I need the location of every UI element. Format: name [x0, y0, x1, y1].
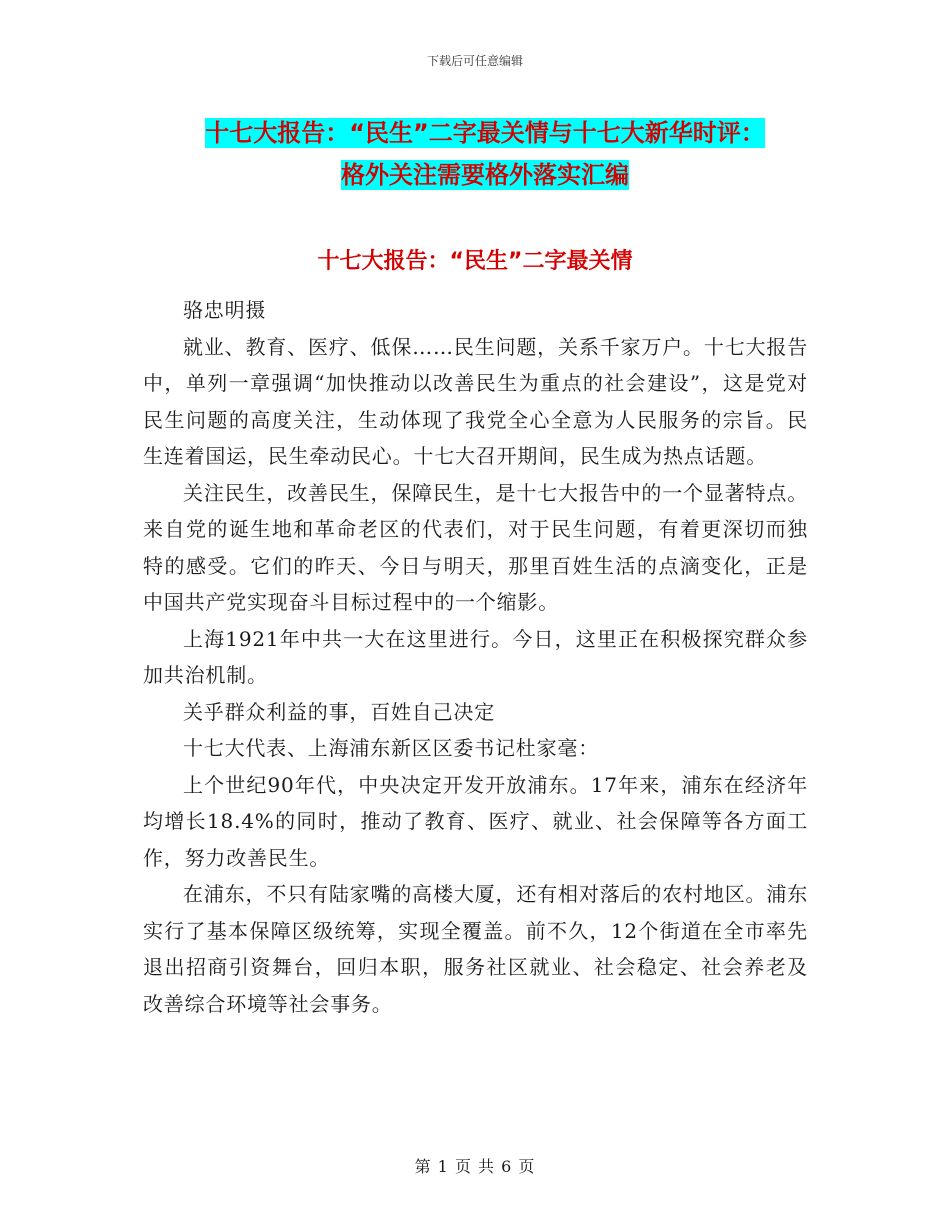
document-title-line-1: 十七大报告：“民生”二字最关情与十七大新华时评： [205, 119, 765, 147]
paragraph-speaker: 十七大代表、上海浦东新区区委书记杜家毫： [183, 736, 599, 760]
paragraph: 在浦东，不只有陆家嘴的高楼大厦，还有相对落后的农村地区。浦东实行了基本保障区级统筹，实现全覆盖。前不久，12个街道在全市率先退出招商引资舞台，回归本职，服务社区就业、社会稳定、社会养老及改善综合环境等社会事务。 [143, 882, 808, 1016]
paragraph: 关注民生，改善民生，保障民生，是十七大报告中的一个显著特点。来自党的诞生地和革命老区的代表们，对于民生问题，有着更深切而独特的感受。它们的昨天、今日与明天，那里百姓生活的点滴变化，正是中国共产党实现奋斗目标过程中的一个缩影。 [143, 480, 808, 614]
page-footer: 第 1 页 共 6 页 [414, 1157, 536, 1176]
paragraph: 上个世纪90年代，中央决定开发开放浦东。17年来，浦东在经济年均增长18.4%的同时，推动了教育、医疗、就业、社会保障等各方面工作，努力改善民生。 [143, 772, 808, 870]
paragraph: 就业、教育、医疗、低保……民生问题，关系千家万户。十七大报告中，单列一章强调“加快推动以改善民生为重点的社会建设”，这是党对民生问题的高度关注，生动体现了我党全心全意为人民服务的宗旨。民生连着国运，民生牵动民心。十七大召开期间，民生成为热点话题。 [143, 334, 808, 468]
document-title-line-2: 格外关注需要格外落实汇编 [341, 161, 629, 189]
section-title: 十七大报告：“民生”二字最关情 [317, 249, 633, 274]
document-title [140, 112, 830, 196]
article-body [143, 292, 808, 1022]
paragraph-subheading: 关乎群众利益的事，百姓自己决定 [183, 699, 495, 724]
paragraph-photo-credit: 骆忠明摄 [183, 298, 267, 322]
paragraph: 上海1921年中共一大在这里进行。今日，这里正在积极探究群众参加共治机制。 [143, 626, 808, 687]
header-note: 下载后可任意编辑 [426, 54, 523, 68]
